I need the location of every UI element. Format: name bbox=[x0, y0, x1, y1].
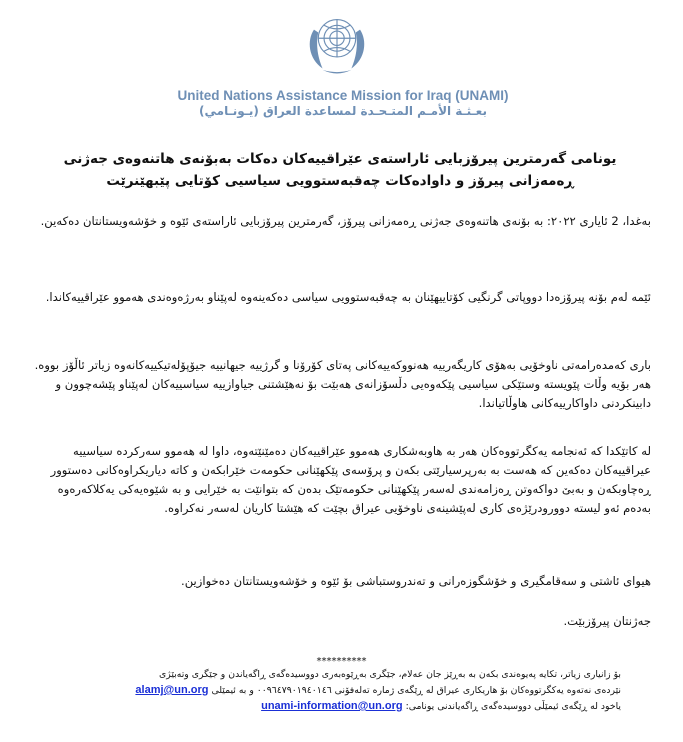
footer-contact-line-3 bbox=[61, 700, 621, 713]
un-emblem-icon bbox=[301, 8, 373, 80]
footer-contact-line-1: بۆ زانیاری زیاتر، تکایە پەیوەندی بکەن بە بەڕێز جان عەلام، جێگری بەڕێوەبەری دووسیدەگەی ڕاگەیاندن و جێگری وتەبێژی bbox=[158, 669, 621, 680]
footer-contact-line-2 bbox=[61, 684, 621, 697]
headline-line-2: ڕەمەزانی پیرۆز و داوادەکات چەقبەستوویی سیاسیی کۆتایی پێبهێنرێت bbox=[106, 173, 574, 189]
email-link-unami-information[interactable]: unami-information@un.org bbox=[261, 700, 403, 712]
email-link-alamj[interactable]: alamj@un.org bbox=[135, 684, 209, 696]
footer-contact-text: نێردەی نەتەوە یەکگرتووەکان بۆ هاریکاری عیراق لە ڕێگەی ژمارە تەلەفۆنی ٠٠٩٦٤٧٩٠١٩٤٠١٤٦ و بە ئیمێلی bbox=[211, 685, 621, 696]
paragraph-4: لە کاتێکدا کە ئەنجامە یەکگرتووەکان هەر بە هاوبەشکاری هەموو عێراقییەکان دەمێنێتەوە، داوا لە هەموو سەرکردە سیاسییە عیراقییەکان دەکەین کە هەست بە بەرپرسیارێتی بکەن و پرۆسەی پێکهێنانی حکومەت خێرابکەن و کاتە دیاریکراوەکانی دەستوور ڕەچاوبکەن و بەبێ دواکەوتن ڕەزامەندی لەسەر پێکهێنانی حکومەتێک بدەن کە بتوانێت بە خێرایی و بە شێوەیەکی یەکلاکەرەوە بەدەم ئەو لیستە دوورودرێژەی کاری لەپێشینەی ناوخۆیی عیراق بچێت کە هێشتا کاریان لەسەر نەکراوە. bbox=[50, 444, 651, 515]
paragraph-greeting: جەژنتان پیرۆزبێت. bbox=[563, 614, 651, 628]
paragraph-3: باری کەمدەرامەتی ناوخۆیی بەهۆی کاریگەرییە هەنووکەییەکانی پەتای کۆرۆنا و گرژییە جیهانییە جیۆپۆلەتیکییەکانەوە زیاتر ئاڵۆز بووە. هەر بۆیە وڵات پێویستە وستێکی سیاسیی پێکەوەیی دڵسۆزانەی هەبێت بۆ نەهێشتنی جیاوازییە سیاسییەکان لەپێناو پێشەچوون و دابینکردنی داواکارییەکانی هاوڵاتیاندا. bbox=[34, 358, 651, 410]
headline-line-1: یونامی گەرمترین پیرۆزبایی ئاراستەی عێراقییەکان دەکات بەبۆنەی هاتنەوەی جەژنی bbox=[63, 151, 617, 167]
headline bbox=[20, 148, 660, 192]
footer-separator: ********** bbox=[316, 656, 367, 667]
paragraph-5: هیوای ئاشتی و سەقامگیری و خۆشگوزەرانی و تەندروستباشی بۆ ئێوە و خۆشەویستانتان دەخوازین. bbox=[181, 574, 651, 588]
org-name-arabic: بعـثـة الأمـم المتـحـدة لمساعدة العراق (يـونـامي) bbox=[199, 104, 487, 118]
org-name-english: United Nations Assistance Mission for Iraq (UNAMI) bbox=[177, 88, 509, 103]
paragraph-2: ئێمە لەم بۆنە پیرۆزەدا دووپاتی گرنگیی کۆتاییهێنان بە چەقبەستوویی سیاسی دەکەینەوە لەپێناو بەرژەوەندی هەموو عێراقییەکاندا. bbox=[45, 290, 651, 304]
paragraph-dateline: بەغدا، 2 ئایاری ٢٠٢٢: بە بۆنەی هاتنەوەی جەژنی ڕەمەزانی پیرۆز، گەرمترین پیرۆزبایی ئاراستەی ئێوە و خۆشەویستانتان دەکەین. bbox=[40, 214, 651, 228]
footer-info-text: یاخود لە ڕێگەی ئیمێڵی دووسیدەگەی ڕاگەیاندنی یونامی: bbox=[405, 701, 621, 712]
